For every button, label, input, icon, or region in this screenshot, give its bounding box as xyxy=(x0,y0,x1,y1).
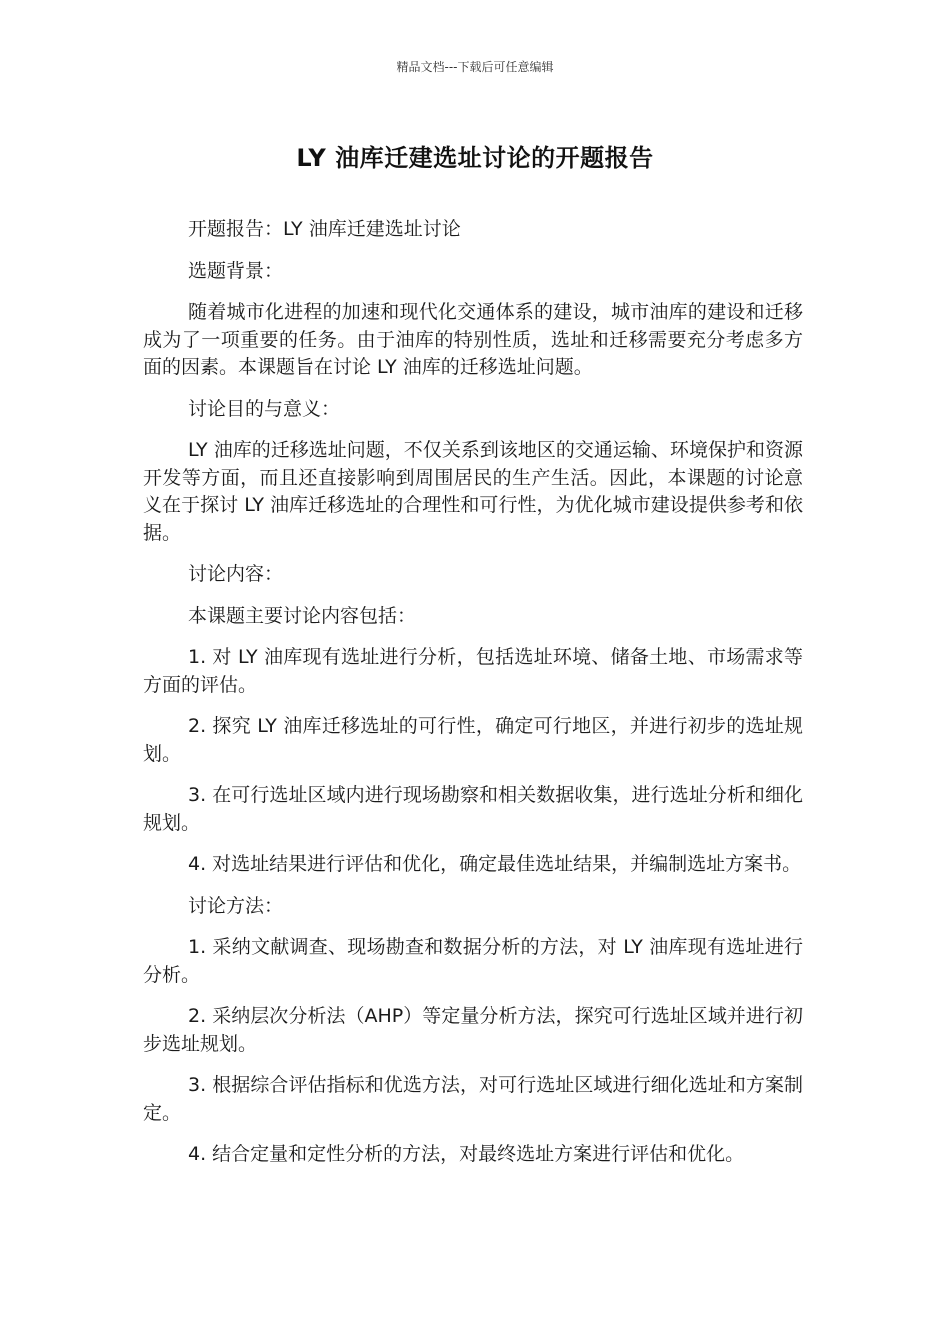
document-body xyxy=(143,216,803,1183)
list-item-content-4: 4. 对选址结果进行评估和优化，确定最佳选址结果，并编制选址方案书。 xyxy=(188,853,802,875)
paragraph-content-intro: 本课题主要讨论内容包括： xyxy=(188,604,417,627)
list-item-content-1: 1. 对 LY 油库现有选址进行分析，包括选址环境、储备土地、市场需求等方面的评估。 xyxy=(143,646,803,696)
paragraph-purpose: LY 油库的迁移选址问题，不仅关系到该地区的交通运输、环境保护和资源开发等方面，而且还直接影响到周围居民的生产生活。因此，本课题的讨论意义在于探讨 LY 油库迁移选址的合理性和可行性，为优化城市建设提供参考和依据。 xyxy=(143,439,803,544)
list-item-content-2: 2. 探究 LY 油库迁移选址的可行性，确定可行地区，并进行初步的选址规划。 xyxy=(143,715,803,765)
heading-background: 选题背景： xyxy=(188,259,284,282)
heading-content: 讨论内容： xyxy=(188,563,284,585)
list-item-content-3: 3. 在可行选址区域内进行现场勘察和相关数据收集，进行选址分析和细化规划。 xyxy=(143,784,803,834)
list-item-method-1: 1. 采纳文献调查、现场勘查和数据分析的方法，对 LY 油库现有选址进行分析。 xyxy=(143,936,803,986)
heading-purpose: 讨论目的与意义： xyxy=(188,397,341,420)
document-title: LY 油库迁建选址讨论的开题报告 xyxy=(296,144,654,172)
header-note: 精品文档---下载后可任意编辑 xyxy=(396,60,554,74)
paragraph-background: 随着城市化进程的加速和现代化交通体系的建设，城市油库的建设和迁移成为了一项重要的任务。由于油库的特别性质，选址和迁移需要充分考虑多方面的因素。本课题旨在讨论 LY 油库的迁移选址问题。 xyxy=(143,301,803,378)
list-item-method-2: 2. 采纳层次分析法（AHP）等定量分析方法，探究可行选址区域并进行初步选址规划。 xyxy=(143,1005,803,1055)
list-item-method-3: 3. 根据综合评估指标和优选方法，对可行选址区域进行细化选址和方案制定。 xyxy=(143,1074,803,1124)
paragraph-subject: 开题报告：LY 油库迁建选址讨论 xyxy=(188,218,461,240)
list-item-method-4: 4. 结合定量和定性分析的方法，对最终选址方案进行评估和优化。 xyxy=(188,1143,745,1165)
heading-method: 讨论方法： xyxy=(188,894,284,917)
